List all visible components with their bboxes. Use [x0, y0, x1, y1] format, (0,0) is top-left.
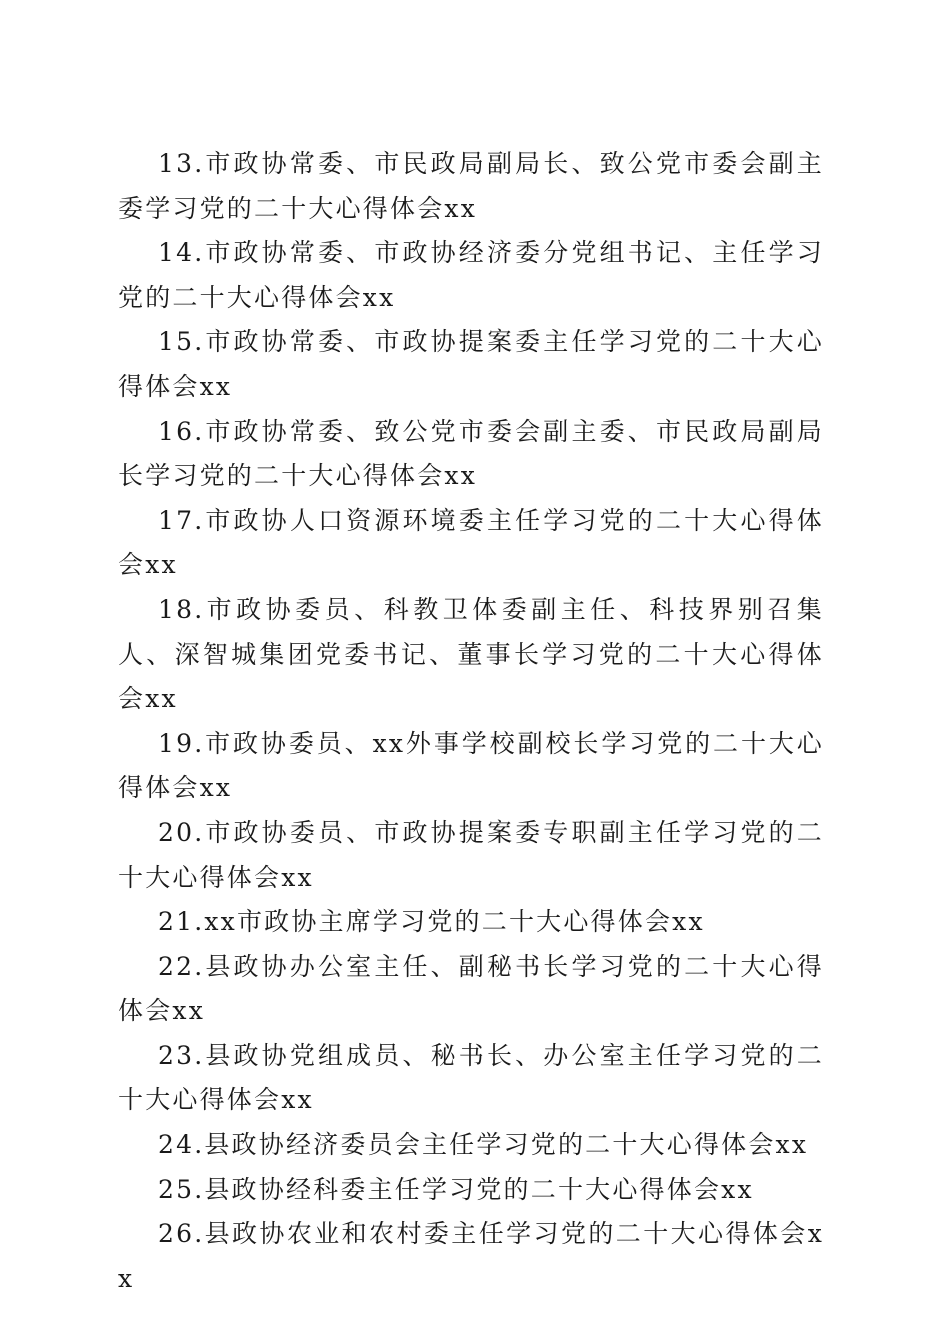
- list-item: 18.市政协委员、科教卫体委副主任、科技界别召集人、深智城集团党委书记、董事长学习党的二十大心得体会xx: [118, 594, 824, 714]
- list-item: 17.市政协人口资源环境委主任学习党的二十大心得体会xx: [118, 505, 824, 580]
- list-item: 25.县政协经科委主任学习党的二十大心得体会xx: [158, 1174, 754, 1204]
- list-item: 23.县政协党组成员、秘书长、办公室主任学习党的二十大心得体会xx: [118, 1040, 824, 1115]
- list-item: 14.市政协常委、市政协经济委分党组书记、主任学习党的二十大心得体会xx: [118, 238, 824, 312]
- list-item: 26.县政协农业和农村委主任学习党的二十大心得体会xx: [118, 1219, 824, 1293]
- list-item: 20.市政协委员、市政协提案委专职副主任学习党的二十大心得体会xx: [118, 817, 824, 892]
- list-item: 22.县政协办公室主任、副秘书长学习党的二十大心得体会xx: [118, 951, 824, 1026]
- list-item: 19.市政协委员、xx外事学校副校长学习党的二十大心得体会xx: [118, 728, 824, 803]
- list-item: 13.市政协常委、市民政局副局长、致公党市委会副主委学习党的二十大心得体会xx: [118, 149, 824, 223]
- list-item: 16.市政协常委、致公党市委会副主委、市民政局副局长学习党的二十大心得体会xx: [118, 416, 824, 491]
- document-list: [118, 142, 824, 1301]
- list-item: 15.市政协常委、市政协提案委主任学习党的二十大心得体会xx: [118, 327, 824, 401]
- list-item: 24.县政协经济委员会主任学习党的二十大心得体会xx: [158, 1130, 809, 1160]
- list-item: 21.xx市政协主席学习党的二十大心得体会xx: [158, 907, 705, 937]
